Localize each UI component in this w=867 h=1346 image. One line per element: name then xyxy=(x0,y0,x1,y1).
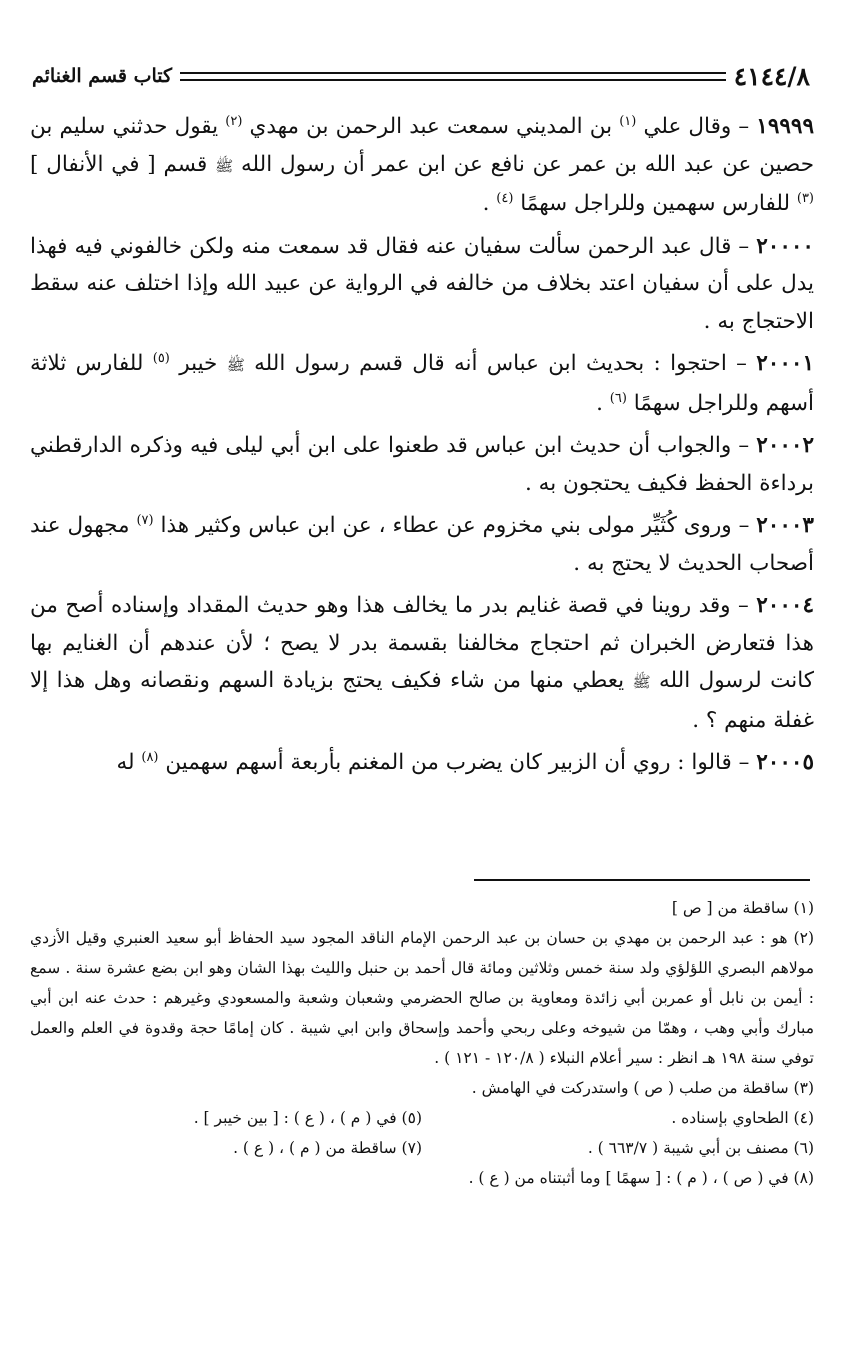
page-header xyxy=(32,56,810,96)
text-run: بن المديني سمعت عبد الرحمن بن مهدي xyxy=(242,114,620,139)
footnote-ref: (٢) xyxy=(225,113,243,129)
footnote-8: (٨) في ( ص ) ، ( م ) : [ سهمًا ] وما أثبتناه من ( ع ) . xyxy=(468,1169,814,1187)
paragraph-number: ٢٠٠٠٤ xyxy=(756,593,814,618)
paragraph xyxy=(30,744,814,782)
text-run: للفارس سهمين وللراجل سهمًا xyxy=(513,191,797,216)
paragraph-text xyxy=(30,433,814,496)
footnote-6: (٦) مصنف بن أبي شيبة ( ٦٦٣/٧ ) . xyxy=(587,1139,814,1157)
paragraph-text xyxy=(116,750,749,775)
paragraph-number: ٢٠٠٠٣ xyxy=(756,513,814,538)
text-run: – وقال علي xyxy=(636,114,750,139)
footnote-row xyxy=(30,1133,814,1163)
footnote-ref: (٤) xyxy=(496,190,514,206)
text-run: – والجواب أن حديث ابن عباس قد طعنوا على ابن أبي ليلى فيه وذكره الدارقطني برداءة الحفظ فكيف يحتجون به . xyxy=(30,433,814,496)
footnote-2: (٢) هو : عبد الرحمن بن مهدي بن حسان بن عبد الرحمن الإمام الناقد المجود سيد الحفاظ أبو سعيد العنبري وقيل الأزدي مولاهم البصري اللؤلؤي ولد سنة خمس وثلاثين ومائة قال أحمد بن حنبل والليث بهذا الشان وهو ابن بضع عشرة سنة . سمع : أيمن بن نابل أو عمربن أبي زائدة ومعاوية بن صالح الحضرمي وشعبان وشعبة والمسعودي وغيرهم : حدث عنه ابن أبي مبارك وأبي وهب ، وهمّا من شيوخه وعلى ربحي وأحمد وإسحاق وابن ابي شيبة . كان إمامًا حجة وقدوة في العلم والعمل توفي سنة ١٩٨ هـ انظر : سير أعلام النبلاء ( ١٢٠/٨ - ١٢١ ) . xyxy=(30,929,814,1067)
paragraph xyxy=(30,345,814,422)
paragraph xyxy=(30,587,814,739)
paragraph-text xyxy=(30,513,814,576)
paragraph-text xyxy=(30,234,814,334)
text-run: – وقد روينا في قصة غنايم بدر ما يخالف هذا وهو حديث المقداد وإسناده أصح من هذا فتعارض الخبران ثم احتجاج مخالفنا بقسمة بدر لا يصح ؛ لأن عندهم أن الغنايم بها كانت لرسول الله xyxy=(30,593,814,693)
footnote-4: (٤) الطحاوي بإسناده . xyxy=(671,1109,814,1127)
text-run: للفارس ثلاثة أسهم وللراجل سهمًا xyxy=(30,351,814,416)
text-run: – قال عبد الرحمن سألت سفيان عنه فقال قد سمعت منه ولكن خالفوني فيه فهذا يدل على أن سفيان اعتد بخلاف من خالفه في الرواية عن عبيد الله وإذا اختلف عنه سقط الاحتجاج به . xyxy=(30,233,814,334)
paragraph xyxy=(30,108,814,223)
paragraph-number: ١٩٩٩٩ xyxy=(756,114,815,139)
salutation-mark: ﷺ xyxy=(632,673,651,691)
text-run: له xyxy=(116,750,142,775)
footnote-1: (١) ساقطة من [ ص ] xyxy=(671,899,814,917)
salutation-mark: ﷺ xyxy=(226,356,245,374)
paragraph-text xyxy=(30,114,814,216)
footnote-3: (٣) ساقطة من صلب ( ص ) واستدركت في الهامش . xyxy=(471,1079,814,1097)
salutation-mark: ﷺ xyxy=(215,156,234,175)
paragraph-text xyxy=(30,351,814,416)
page-number: ٤١٤٤/٨ xyxy=(733,61,810,91)
footnote-ref: (٧) xyxy=(136,512,154,528)
footnote-ref: (٦) xyxy=(609,390,627,406)
footnotes xyxy=(30,893,814,1193)
header-rule xyxy=(180,72,726,81)
paragraph-number: ٢٠٠٠١ xyxy=(756,351,814,376)
footnote-5: (٥) في ( م ) ، ( ع ) : [ بين خيبر ] . xyxy=(193,1109,422,1127)
text-run: يعطي منها من شاء فكيف يحتج بزيادة السهم ونقصانه وهل هذا إلا غفلة منهم ؟ . xyxy=(30,668,814,733)
footnote-ref: (٥) xyxy=(152,350,170,366)
text-run: – احتجوا : بحديث ابن عباس أنه قال قسم رسول الله xyxy=(244,351,747,376)
text-run: – وروى كُثَيِّر مولى بني مخزوم عن عطاء ، عن ابن عباس وكثير هذا xyxy=(153,513,750,538)
book-title: كتاب قسم الغنائم xyxy=(32,65,173,87)
text-run: – قالوا : روي أن الزبير كان يضرب من المغنم بأربعة أسهم سهمين xyxy=(158,750,750,775)
text-run: مجهول عند أصحاب الحديث لا يحتج به . xyxy=(30,513,814,576)
footnote-ref: (٣) xyxy=(796,190,814,206)
footnote-separator xyxy=(474,879,810,881)
paragraph-text xyxy=(30,593,814,733)
paragraph-number: ٢٠٠٠٠ xyxy=(756,233,814,259)
text-run: يقول حدثني سليم بن حصين عن عبد الله بن عمر عن نافع عن ابن عمر أن رسول الله xyxy=(30,114,814,177)
paragraph xyxy=(30,427,814,502)
footnote-ref: (١) xyxy=(619,113,637,129)
paragraph-number: ٢٠٠٠٥ xyxy=(756,750,814,775)
text-run: . xyxy=(482,191,497,216)
footnote-row xyxy=(30,1103,814,1133)
text-run: قسم [ في الأنفال ] xyxy=(30,151,216,177)
paragraph xyxy=(30,228,814,341)
paragraph-number: ٢٠٠٠٢ xyxy=(756,433,815,458)
text-run: خيبر xyxy=(169,351,227,376)
footnote-7: (٧) ساقطة من ( م ) ، ( ع ) . xyxy=(233,1139,422,1157)
paragraph xyxy=(30,507,814,582)
footnote-ref: (٨) xyxy=(141,749,159,765)
text-run: . xyxy=(596,390,610,416)
main-text xyxy=(30,108,814,787)
